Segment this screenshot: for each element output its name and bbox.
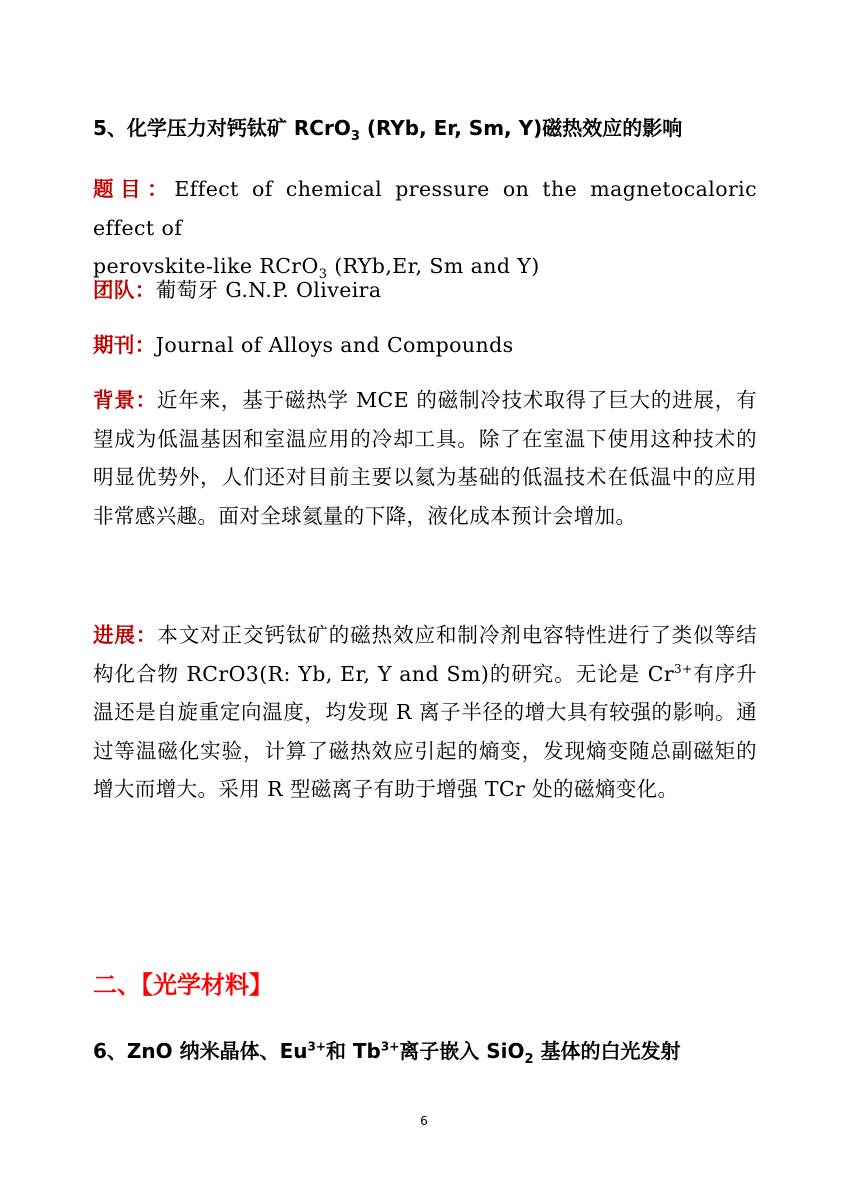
progress-label: 进展： [93, 623, 158, 647]
journal-label: 期刊： [93, 333, 156, 357]
title-paragraph: 题目：Effect of chemical pressure on the magnetocaloric effect of perovskite-like RCrO$_3$ (RYb,Er, Sm and Y) [93, 177, 757, 283]
progress-paragraph: 进展：本文对正交钙钛矿的磁热效应和制冷剂电容特性进行了类似等结构化合物 RCrO3(R: Yb, Er, Y and Sm)的研究。无论是 $Cr^{3+}$有序升温还是自旋重定向温度，均发现 R 离子半径的增大具有较强的影响。通过等温磁化实验，计算了磁热效应引起的熵变，发现熵变随总副磁矩的增大而增大。采用 R 型磁离子有助于增强 TCr 处的磁熵变化。 [93, 623, 757, 801]
title-label: 题目： [93, 177, 175, 201]
article-5-heading: 5、化学压力对钙钛矿 RCrO$_3$ (RYb, Er, Sm, Y)磁热效应的影响 [93, 116, 683, 144]
team-value: 葡萄牙 G.N.P. Oliveira [155, 278, 382, 302]
title-text-line1: Effect of chemical pressure on the magnetocaloric effect of [93, 177, 757, 240]
page-number: 6 [420, 1114, 428, 1128]
section-2-title: 二、【光学材料】 [93, 971, 273, 999]
team-paragraph [93, 271, 757, 310]
journal-value: Journal of Alloys and Compounds [155, 333, 514, 357]
background-text: 近年来，基于磁热学 MCE 的磁制冷技术取得了巨大的进展，有望成为低温基因和室温应用的冷却工具。除了在室温下使用这种技术的明显优势外，人们还对目前主要以氦为基础的低温技术在低温中的应用非常感兴趣。面对全球氦量的下降，液化成本预计会增加。 [93, 388, 758, 528]
journal-paragraph [93, 326, 757, 365]
background-label: 背景： [93, 388, 157, 412]
article-6-heading: 6、ZnO 纳米晶体、$Eu^{3+}$和 $Tb^{3+}$离子嵌入 SiO$_2$ 基体的白光发射 [93, 1039, 681, 1067]
team-label: 团队： [93, 278, 156, 302]
background-paragraph [93, 381, 757, 535]
